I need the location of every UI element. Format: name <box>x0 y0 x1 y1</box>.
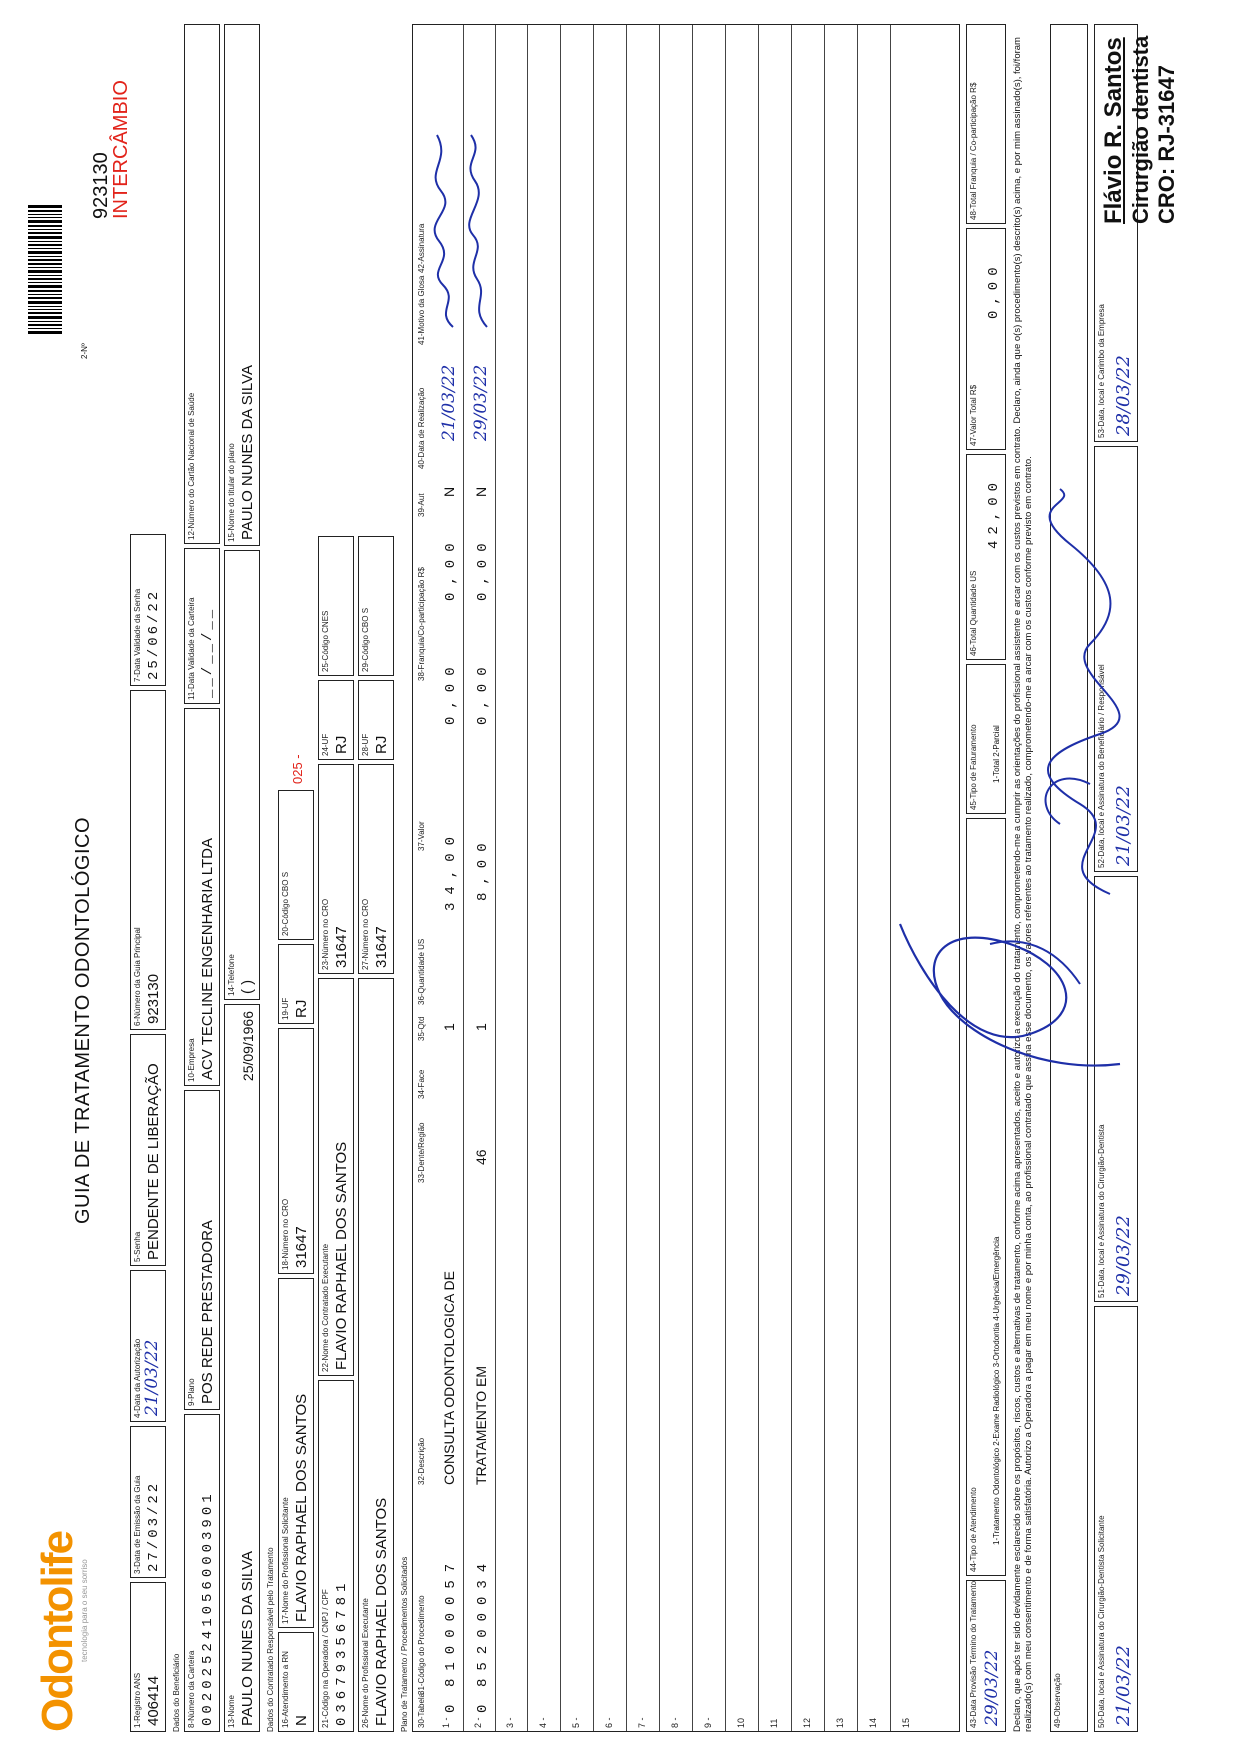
table-row[interactable]: 5 - <box>561 25 594 1731</box>
field-data-validade-carteira[interactable]: 11-Data Validade da Carteira __/__/__ <box>184 548 220 704</box>
stamp-cro: CRO: RJ-31647 <box>1154 65 1179 224</box>
field-numero-carteira[interactable]: 8-Número da Carteira 0020252410560003901 <box>184 1414 220 1732</box>
table-row[interactable]: 3 - <box>495 25 528 1731</box>
cbo-note: 025 - <box>290 754 305 784</box>
field-data-previsao[interactable]: 43-Data Provisão Término do Tratamento 29/03/22 <box>966 1580 1006 1732</box>
field-total-quantidade-us[interactable]: 46-Total Quantidade US 42,00 <box>966 454 1006 660</box>
signature-row-2 <box>465 131 493 331</box>
field-valor-total[interactable]: 47-Valor Total R$ 0,00 <box>966 228 1006 450</box>
field-nome-prof-executante[interactable]: 26-Nome do Profissional Executante FLAVIO RAPHAEL DOS SANTOS <box>358 978 394 1732</box>
field-uf-28[interactable]: 28-UF RJ <box>358 680 394 760</box>
table-row[interactable]: 14 <box>858 25 891 1731</box>
table-row[interactable]: 9 - <box>693 25 726 1731</box>
signature-box-53[interactable]: 53-Data, local e Carimbo da Empresa 28/03/22 <box>1094 24 1138 442</box>
field-nome[interactable]: 13-Nome PAULO NUNES DA SILVA 25/09/1966 <box>224 1004 260 1732</box>
guide-number-label: 2-Nº <box>80 343 89 359</box>
procedures-table: 30-Tabela 31-Código do Procedimento 32-Descrição 33-Dente/Região 34-Face 35-Qtd 36-Quantidade US 37-Valor 38-Franquia/Co-participação R$ 39-Aut 40-Data de Realização 41-Motivo da Glosa 42-Assinatura 1 - 0 81000057 CONSULTA ODONTOLOGICA DE 1 34,00 0,00 0,00 N 21/03/22 2 - 0 85200034 TRATAMENTO EM 46 1 8,00 0,00 0,00 N 29/03/22 3 - 4 - 5 - 6 - 7 - 8 - 9 - 10 11 12 13 14 15 <box>412 24 960 1732</box>
field-uf-24[interactable]: 24-UF RJ <box>318 680 354 760</box>
table-row[interactable]: 8 - <box>660 25 693 1731</box>
signature-box-52[interactable]: 52-Data, local e Assinatura do Beneficiário / Responsável 21/03/22 <box>1094 446 1138 872</box>
field-data-emissao[interactable]: 3-Data de Emissão da Guia 27/03/22 <box>130 1426 166 1578</box>
field-atendimento-rn[interactable]: 16-Atendimento a RN N <box>278 1632 314 1732</box>
procedure-row-1[interactable]: 1 - 0 81000057 CONSULTA ODONTOLOGICA DE 1 34,00 0,00 0,00 N 21/03/22 <box>431 25 464 1731</box>
field-senha[interactable]: 5-Senha PENDENTE DE LIBERAÇÃO <box>130 1034 166 1266</box>
table-row[interactable]: 13 <box>825 25 858 1731</box>
table-row[interactable]: 6 - <box>594 25 627 1731</box>
procedure-row-2[interactable]: 2 - 0 85200034 TRATAMENTO EM 46 1 8,00 0,00 0,00 N 29/03/22 <box>463 25 496 1731</box>
field-numero-cro-18[interactable]: 18-Número no CRO 31647 <box>278 1028 314 1274</box>
table-row[interactable]: 4 - <box>528 25 561 1731</box>
field-registro-ans[interactable]: 1-Registro ANS 406414 <box>130 1582 166 1732</box>
field-tipo-faturamento[interactable]: 45-Tipo de Faturamento 1-Total 2-Parcial <box>966 664 1006 814</box>
signature-row-1 <box>433 131 461 331</box>
field-numero-cro-23[interactable]: 23-Número no CRO 31647 <box>318 764 354 974</box>
field-empresa[interactable]: 10-Empresa ACV TECLINE ENGENHARIA LTDA <box>184 708 220 1086</box>
field-total-franquia[interactable]: 48-Total Franquia / Co-participação R$ <box>966 24 1006 224</box>
dentist-signature <box>880 894 1140 1094</box>
table-row[interactable]: 10 <box>726 25 759 1731</box>
field-codigo-operadora[interactable]: 21-Código na Operadora / CNPJ / CPF 03679356781 <box>318 1380 354 1732</box>
section-beneficiario: Dados do Beneficiário <box>172 1653 181 1732</box>
section-contratado: Dados do Contratado Responsável pelo Tratamento <box>266 1547 275 1732</box>
logo-tagline: tecnologia para o seu sorriso <box>80 1559 89 1662</box>
field-cartao-nacional-saude[interactable]: 12-Número do Cartão Nacional de Saúde <box>184 24 220 544</box>
signature-box-50[interactable]: 50-Data, local e Assinatura do Cirurgião-Dentista Solicitante 21/03/22 <box>1094 1306 1138 1732</box>
guide-number: 923130 <box>90 152 112 219</box>
table-row[interactable]: 11 <box>759 25 792 1731</box>
field-telefone[interactable]: 14-Telefone ( ) <box>224 550 260 1000</box>
intercambio-label: INTERCÂMBIO <box>110 80 132 219</box>
field-data-autorizacao[interactable]: 4-Data da Autorização 21/03/22 <box>130 1270 166 1422</box>
data-nascimento: 25/09/1966 <box>240 1011 256 1082</box>
table-row[interactable]: 7 - <box>627 25 660 1731</box>
field-nome-contratado-executante[interactable]: 22-Nome do Contratado Executante FLAVIO RAPHAEL DOS SANTOS <box>318 978 354 1376</box>
logo-brand: Odontolife <box>33 1532 82 1732</box>
field-cnes-25[interactable]: 25-Código CNES <box>318 536 354 676</box>
section-plano-tratamento: Plano de Tratamento / Procedimentos Solicitados <box>400 1556 409 1732</box>
stamp-role: Cirurgião dentista <box>1128 35 1153 224</box>
table-row[interactable]: 15 <box>901 1717 911 1728</box>
field-numero-cro-27[interactable]: 27-Número no CRO 31647 <box>358 764 394 974</box>
field-tipo-atendimento[interactable]: 44-Tipo de Atendimento 1-Tratamento Odontológico 2-Exame Radiológico 3-Ortodontia 4-Urgência/Emergência <box>966 818 1006 1576</box>
page-title: GUIA DE TRATAMENTO ODONTOLÓGICO <box>72 816 94 1224</box>
table-row[interactable]: 12 <box>792 25 825 1731</box>
signature-box-51[interactable]: 51-Data, local e Assinatura do Cirurgião-Dentista 29/03/22 <box>1094 876 1138 1302</box>
odontolife-logo <box>33 1492 96 1732</box>
field-nome-prof-solicitante[interactable]: 17-Nome do Profissional Solicitante FLAVIO RAPHAEL DOS SANTOS <box>278 1278 314 1628</box>
field-plano[interactable]: 9-Plano POS REDE PRESTADORA <box>184 1090 220 1410</box>
stamp-name: Flávio R. Santos <box>1100 37 1127 224</box>
field-cbo-29[interactable]: 29-Código CBO S <box>358 536 394 676</box>
field-cbo-20[interactable]: 20-Código CBO S <box>278 790 314 940</box>
declaracao-text: Declaro, que após ter sido devidamente esclarecido sobre os propósitos, riscos, custos e alternativas de tratamento, conforme acima apresentados, aceito e autorizo a execução do tratamento, comprometendo-me a cumprir as orientações do profissional assistente e arcar com os custos previstos em contrato. Declaro, ainda que o(s) procedimento(s) descrito(s) acima, e por mim assinado(s), foi/foram realizado(s) com meu consentimento e de forma satisfatória. Autorizo a Operadora a pagar em meu nome e por minha conta, ao profissional contratado que assina esse documento, os valores referentes ao tratamento realizado, comprometendo-me a arcar com os custos conforme previsto em contrato. <box>1012 37 1034 1732</box>
empty-rows <box>495 25 923 1731</box>
field-nome-titular[interactable]: 15-Nome do titular do plano PAULO NUNES DA SILVA <box>224 24 260 546</box>
field-observacao[interactable]: 49-Observação <box>1050 24 1088 1732</box>
field-uf-19[interactable]: 19-UF RJ <box>278 944 314 1024</box>
dentist-stamp <box>1100 36 1180 224</box>
field-numero-guia-principal[interactable]: 6-Número da Guia Principal 923130 <box>130 690 166 1030</box>
barcode <box>28 203 62 334</box>
field-data-validade-senha[interactable]: 7-Data Validade da Senha 25/06/22 <box>130 534 166 686</box>
patient-signature <box>1020 484 1140 904</box>
